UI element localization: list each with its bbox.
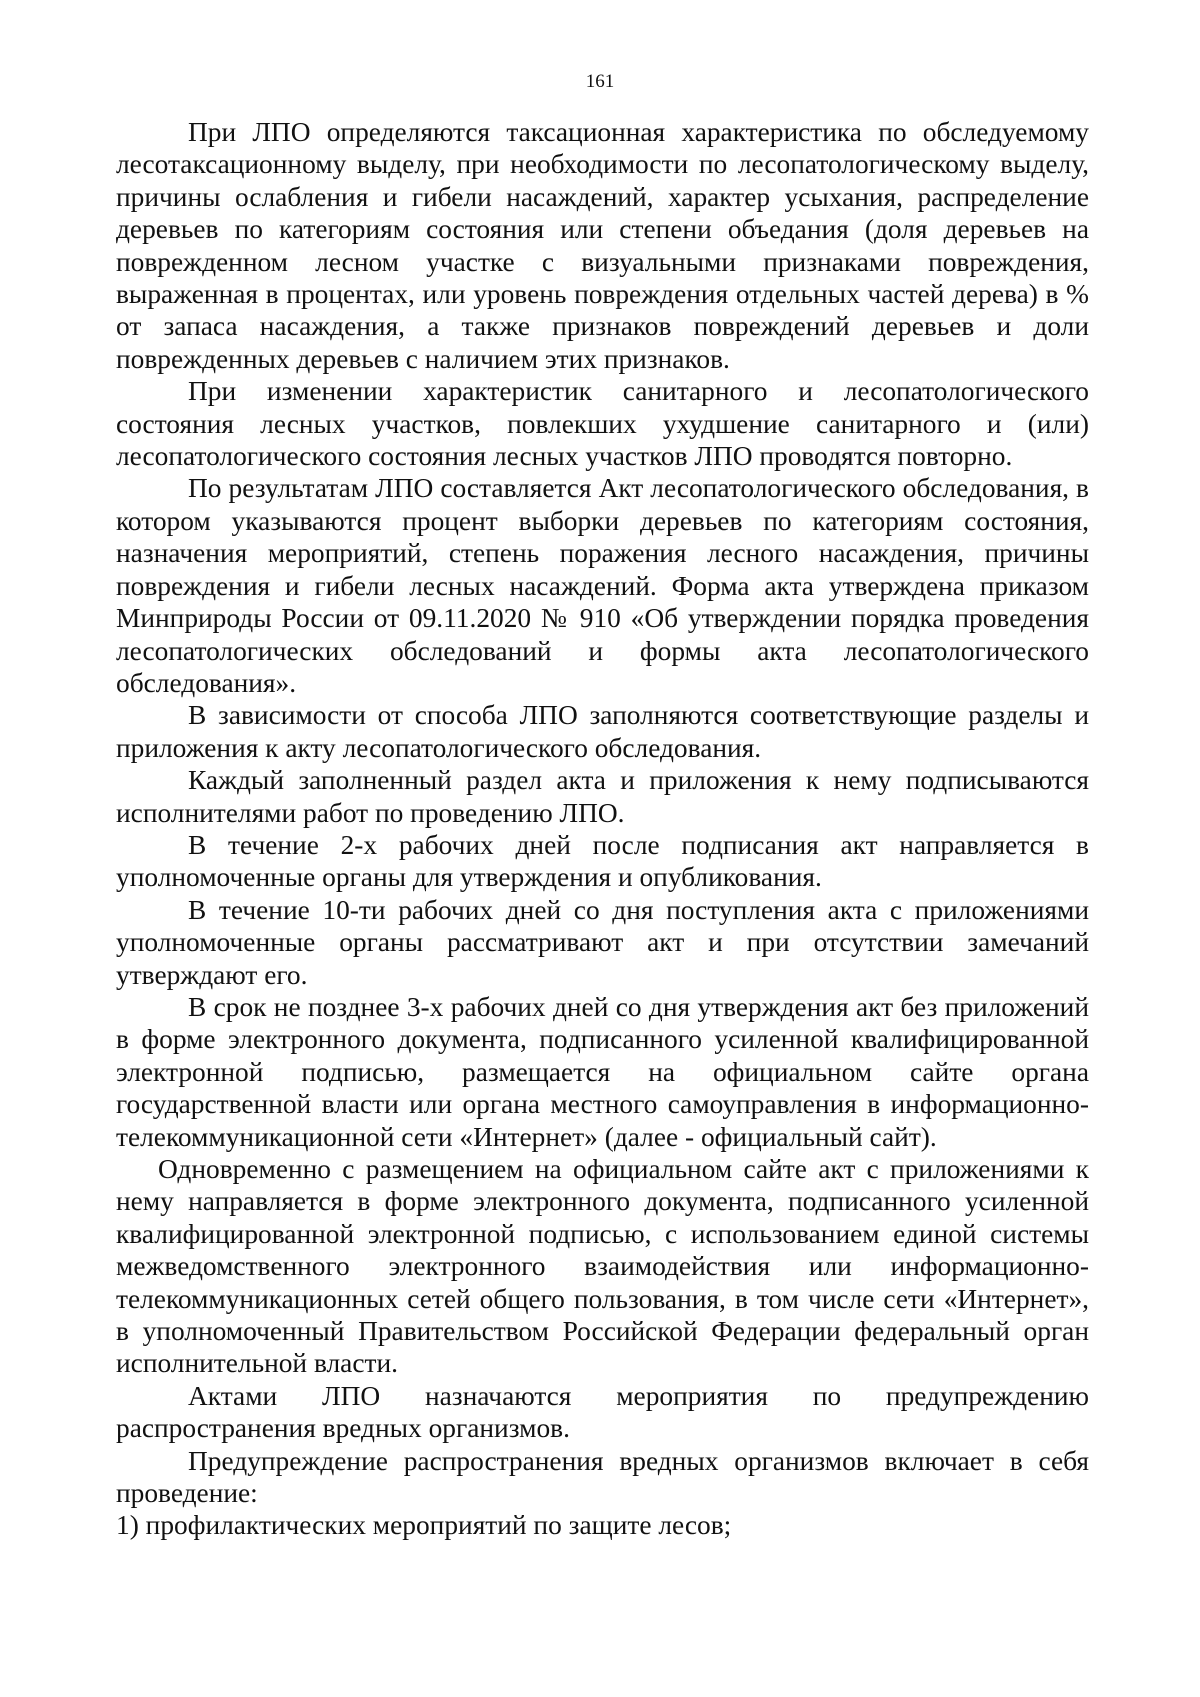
paragraph-act-publication: В срок не позднее 3-х рабочих дней со дня утверждения акт без приложений в форме электронного документа, подписанного усиленной квалифицированной электронной подписью, размещается на официальном сайте органа государственной власти или органа местного самоуправления в информационно-телекоммуникационной сети «Интернет» (далее - официальный сайт). [116,991,1089,1152]
paragraph-measures: Актами ЛПО назначаются мероприятия по предупреждению распространения вредных организмов. [116,1380,1089,1444]
document-body [116,116,1089,1542]
paragraph-act-approval: В течение 10-ти рабочих дней со дня поступления акта с приложениями уполномоченные органы рассматривают акт и при отсутствии замечаний утверждают его. [116,894,1089,990]
paragraph-lpo-act: По результатам ЛПО составляется Акт лесопатологического обследования, в котором указываются процент выборки деревьев по категориям состояния, назначения мероприятий, степень поражения лесного насаждения, причины повреждения и гибели лесных насаждений. Форма акта утверждена приказом Минприроды России от 09.11.2020 № 910 «Об утверждении порядка проведения лесопатологических обследований и формы акта лесопатологического обследования». [116,473,1089,698]
paragraph-act-signing: Каждый заполненный раздел акта и приложения к нему подписываются исполнителями работ по проведению ЛПО. [116,765,1089,828]
paragraph-repeat-lpo: При изменении характеристик санитарного и лесопатологического состояния лесных участков, повлекших ухудшение санитарного и (или) лесопатологического состояния лесных участков ЛПО проводятся повторно. [116,376,1089,472]
paragraph-lpo-characteristics: При ЛПО определяются таксационная характеристика по обследуемому лесотаксационному выделу, при необходимости по лесопатологическому выделу, причины ослабления и гибели насаждений, характер усыхания, распределение деревьев по категориям состояния или степени объедания (доля деревьев на поврежденном лесном участке с визуальными признаками повреждения, выраженная в процентах, или уровень повреждения отдельных частей дерева) в % от запаса насаждения, а также признаков повреждений деревьев и доли поврежденных деревьев с наличием этих признаков. [116,117,1089,374]
paragraph-act-sections: В зависимости от способа ЛПО заполняются соответствующие разделы и приложения к акту лесопатологического обследования. [116,700,1089,763]
paragraph-act-sending: В течение 2-х рабочих дней после подписания акт направляется в уполномоченные органы для утверждения и опубликования. [116,829,1089,893]
page-number: 161 [585,71,615,92]
paragraph-act-electronic-sending: Одновременно с размещением на официальном сайте акт с приложениями к нему направляется в форме электронного документа, подписанного усиленной квалифицированной электронной подписью, с использованием единой системы межведомственного электронного взаимодействия или информационно-телекоммуникационных сетей общего пользования, в том числе сети «Интернет», в уполномоченный Правительством Российской Федерации федеральный орган исполнительной власти. [116,1154,1089,1379]
list-item-preventive-measures: 1) профилактических мероприятий по защите лесов; [116,1510,732,1541]
paragraph-prevention: Предупреждение распространения вредных организмов включает в себя проведение: [116,1445,1089,1509]
